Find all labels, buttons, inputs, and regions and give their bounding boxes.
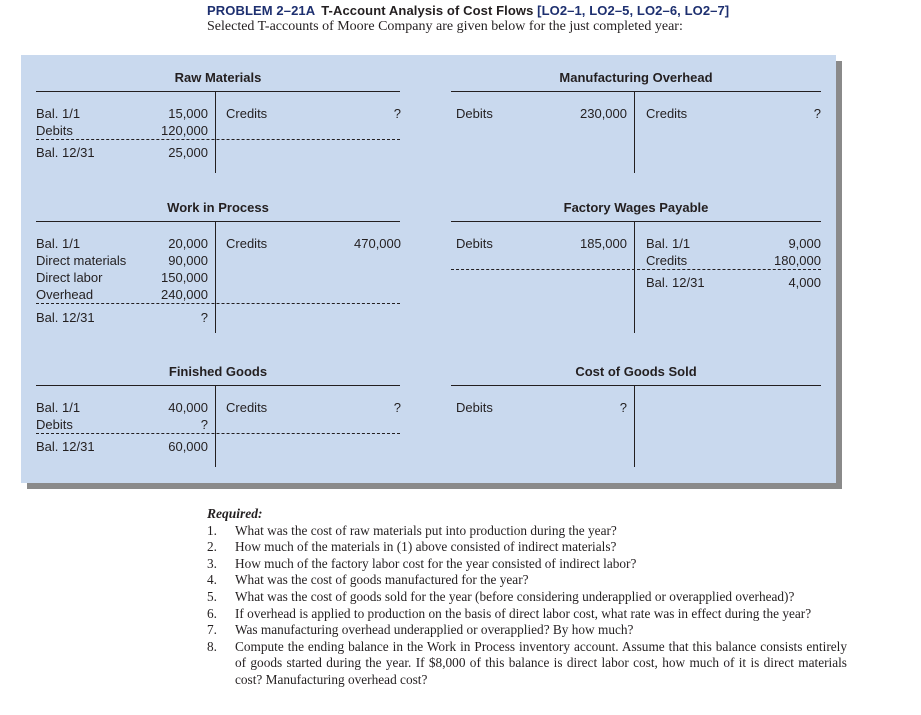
debit-label: Debits	[456, 236, 493, 251]
question-item	[207, 639, 847, 689]
balance-divider	[36, 139, 400, 140]
t-horizontal-line	[36, 385, 400, 386]
question-item	[207, 523, 847, 540]
question-number: 8.	[207, 638, 217, 654]
t-vertical-line	[215, 221, 216, 333]
debit-value: 40,000	[168, 400, 208, 415]
question-text: If overhead is applied to production on the basis of direct labor cost, what rate was in effect during the year?	[235, 605, 812, 621]
debit-value: 150,000	[161, 270, 208, 285]
credit-label: Credits	[226, 400, 268, 415]
question-number: 4.	[207, 572, 217, 588]
question-item	[207, 539, 847, 556]
debit-label: Debits	[36, 417, 73, 432]
ending-label: Bal. 12/31	[36, 145, 95, 160]
credit-label: Credits	[226, 106, 268, 121]
t-horizontal-line	[451, 385, 821, 386]
debit-label: Overhead	[36, 287, 94, 302]
account-title: Manufacturing Overhead	[559, 70, 713, 85]
cost-of-goods-sold-account	[436, 349, 836, 479]
credit-label: Credits	[226, 236, 268, 251]
ending-label: Bal. 12/31	[646, 275, 705, 290]
question-text: What was the cost of goods sold for the year (before considering underapplied or overapplied overhead)?	[235, 588, 795, 604]
debit-value: 185,000	[580, 236, 627, 251]
debit-label: Bal. 1/1	[36, 106, 81, 121]
debit-label: Direct labor	[36, 270, 103, 285]
debit-value: 20,000	[168, 236, 208, 251]
account-title: Work in Process	[167, 200, 269, 215]
credit-label: Bal. 1/1	[646, 236, 691, 251]
question-number: 2.	[207, 539, 217, 555]
required-section	[207, 506, 847, 689]
raw-materials-account	[21, 55, 421, 185]
debit-value: ?	[200, 417, 208, 432]
debit-value: 230,000	[580, 106, 627, 121]
ending-value: 4,000	[788, 275, 821, 290]
account-title: Cost of Goods Sold	[575, 364, 697, 379]
work-in-process-account	[21, 185, 421, 335]
question-text: How much of the materials in (1) above consisted of indirect materials?	[235, 539, 617, 555]
debit-value: ?	[619, 400, 627, 415]
question-text: What was the cost of goods manufactured for the year?	[235, 572, 529, 588]
ending-value: ?	[200, 310, 208, 325]
question-number: 6.	[207, 605, 217, 621]
account-title: Factory Wages Payable	[563, 200, 709, 215]
problem-subtitle: Selected T-accounts of Moore Company are given below for the just completed year:	[207, 19, 683, 34]
factory-wages-payable-account	[436, 185, 836, 335]
question-item	[207, 572, 847, 589]
credit-value: 470,000	[354, 236, 401, 251]
balance-divider	[36, 303, 400, 304]
t-vertical-line	[634, 385, 635, 467]
question-number: 5.	[207, 588, 217, 604]
credit-value: ?	[813, 106, 821, 121]
balance-divider	[36, 433, 400, 434]
debit-label: Debits	[456, 400, 493, 415]
question-item	[207, 622, 847, 639]
account-title: Raw Materials	[174, 70, 262, 85]
account-title: Finished Goods	[168, 364, 268, 379]
debit-label: Debits	[36, 123, 73, 138]
credit-value: 180,000	[774, 253, 821, 268]
ending-label: Bal. 12/31	[36, 439, 95, 454]
required-label: Required:	[207, 506, 263, 521]
credit-label: Credits	[646, 253, 688, 268]
t-vertical-line	[215, 385, 216, 467]
t-horizontal-line	[451, 91, 821, 92]
debit-label: Bal. 1/1	[36, 400, 81, 415]
question-item	[207, 589, 847, 606]
learning-objectives: [LO2–1, LO2–5, LO2–6, LO2–7]	[537, 3, 730, 18]
ending-label: Bal. 12/31	[36, 310, 95, 325]
credit-value: ?	[393, 400, 401, 415]
problem-header	[207, 3, 907, 35]
problem-number: PROBLEM 2–21A	[207, 3, 316, 18]
credit-value: ?	[393, 106, 401, 121]
debit-label: Debits	[456, 106, 493, 121]
debit-value: 15,000	[168, 106, 208, 121]
t-vertical-line	[634, 221, 635, 333]
debit-value: 120,000	[161, 123, 208, 138]
question-number: 1.	[207, 522, 217, 538]
question-item	[207, 556, 847, 573]
t-horizontal-line	[451, 221, 821, 222]
question-item	[207, 606, 847, 623]
problem-heading	[207, 3, 907, 18]
problem-title: T-Account Analysis of Cost Flows	[321, 3, 534, 18]
question-number: 7.	[207, 622, 217, 638]
question-number: 3.	[207, 555, 217, 571]
t-horizontal-line	[36, 221, 400, 222]
debit-label: Direct materials	[36, 253, 127, 268]
manufacturing-overhead-account	[436, 55, 836, 185]
debit-label: Bal. 1/1	[36, 236, 81, 251]
t-horizontal-line	[36, 91, 400, 92]
balance-divider	[451, 269, 821, 270]
credit-value: 9,000	[788, 236, 821, 251]
debit-value: 240,000	[161, 287, 208, 302]
question-text: Compute the ending balance in the Work in Process inventory account. Assume that this balance consists entirely of goods started during the year. If $8,000 of this balance is direct labor cost, how much of it is direct materials cost? Manufacturing overhead cost?	[235, 638, 847, 687]
t-vertical-line	[215, 91, 216, 173]
credit-label: Credits	[646, 106, 688, 121]
t-accounts-panel	[21, 55, 836, 483]
question-text: How much of the factory labor cost for the year consisted of indirect labor?	[235, 555, 637, 571]
finished-goods-account	[21, 349, 421, 479]
question-text: Was manufacturing overhead underapplied or overapplied? By how much?	[235, 622, 634, 638]
debit-value: 90,000	[168, 253, 208, 268]
t-vertical-line	[634, 91, 635, 173]
question-text: What was the cost of raw materials put into production during the year?	[235, 522, 617, 538]
ending-value: 60,000	[168, 439, 208, 454]
ending-value: 25,000	[168, 145, 208, 160]
